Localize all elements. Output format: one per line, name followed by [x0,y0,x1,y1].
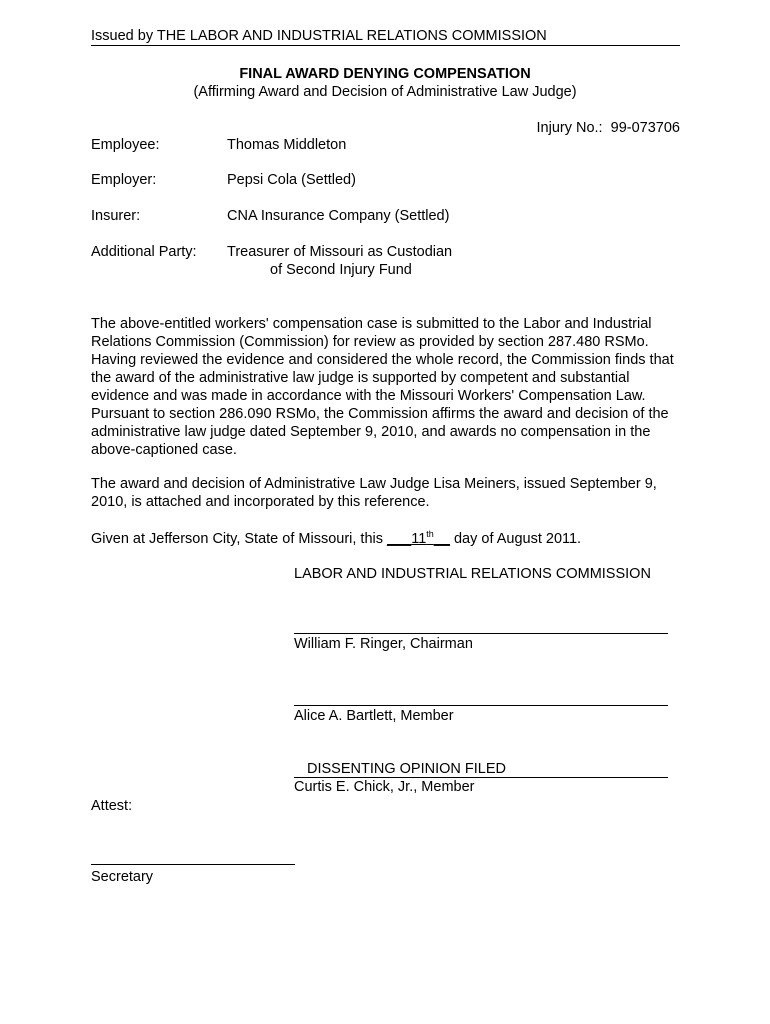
additional-party-label: Additional Party: [91,244,197,260]
employer-label: Employer: [91,172,157,188]
secretary-label: Secretary [91,869,154,885]
given-blank-left: ___ [387,530,412,547]
body-paragraph-1: The above-entitled workers' compensation case is submitted to the Labor and Industrial Relations Commission (Commission) for review as provided by section 287.480 RSMo. Having reviewed the evidence and considered the whole record, the Commission finds that the award of the administrative law judge is supported by competent and substantial evidence and was made in accordance with the Missouri Workers' Compensation Law. Pursuant to section 286.090 RSMo, the Commission affirms the award and decision of the administrative law judge dated September 9, 2010, and awards no compensation in the above-captioned case. [91,316,674,458]
body-paragraph-2: The award and decision of Administrative Law Judge Lisa Meiners, issued September 9, 2010, is attached and incorporated by this reference. [91,476,657,510]
dissenting-opinion-note: DISSENTING OPINION FILED [294,761,668,778]
given-prefix: Given at Jefferson City, State of Missouri, this [91,530,388,547]
document-subtitle: (Affirming Award and Decision of Administrative Law Judge) [193,84,577,100]
commission-name: LABOR AND INDUSTRIAL RELATIONS COMMISSION [294,566,651,582]
employee-value: Thomas Middleton [227,137,347,153]
additional-party-value-line1: Treasurer of Missouri as Custodian [227,244,453,260]
document-title: FINAL AWARD DENYING COMPENSATION [239,66,531,82]
attest-label: Attest: [91,798,133,814]
secretary-signature-line [91,864,295,865]
insurer-value: CNA Insurance Company (Settled) [227,208,450,224]
issued-by-header: Issued by THE LABOR AND INDUSTRIAL RELATIONS COMMISSION [91,28,680,46]
given-line [91,529,581,547]
injury-number [537,120,681,136]
given-day-field [387,531,450,547]
given-day-suffix: th [426,529,434,539]
injury-number-value: 99-073706 [610,120,680,136]
member2-name: Curtis E. Chick, Jr., Member [294,779,475,795]
chairman-signature-line [294,633,668,634]
additional-party-value-line2: of Second Injury Fund [270,262,412,278]
injury-number-label: Injury No.: [536,120,603,136]
member1-name: Alice A. Bartlett, Member [294,708,454,724]
given-suffix: day of August 2011. [449,530,582,547]
chairman-name: William F. Ringer, Chairman [294,636,473,652]
employee-label: Employee: [91,137,160,153]
insurer-label: Insurer: [91,208,141,224]
member1-signature-line [294,705,668,706]
given-day: 11 [411,530,427,547]
employer-value: Pepsi Cola (Settled) [227,172,356,188]
given-blank-right: __ [433,530,450,547]
